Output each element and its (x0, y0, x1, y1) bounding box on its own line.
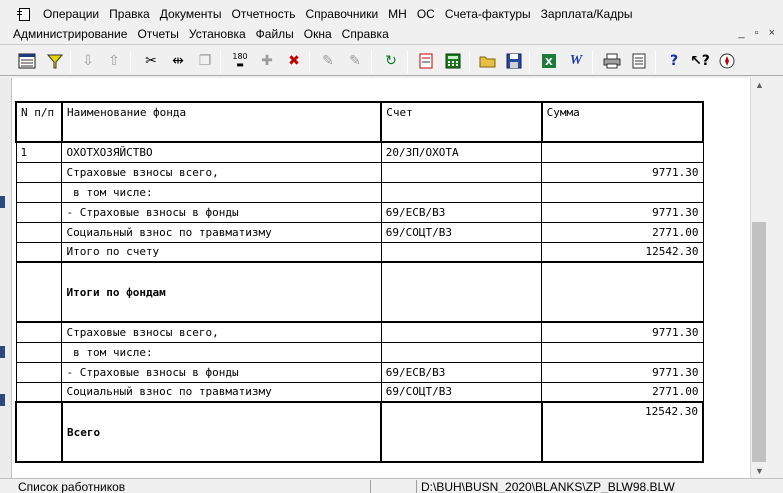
cell-account[interactable]: 69/ЕСВ/ВЗ (381, 362, 541, 382)
cut-icon[interactable]: ✂ (145, 53, 157, 69)
menu-references[interactable]: Справочники (305, 7, 379, 21)
total-num-cell (16, 402, 62, 462)
total-row[interactable] (16, 402, 703, 462)
cell-num[interactable] (16, 182, 62, 202)
header-fund: Наименование фонда (62, 102, 381, 142)
add-icon[interactable]: ✚ (261, 53, 273, 69)
help-icon[interactable]: ? (669, 53, 679, 69)
cell-fund[interactable]: - Страховые взносы в фонды (62, 362, 381, 382)
menu-mn[interactable]: МН (388, 7, 407, 21)
context-help-icon[interactable]: ↖? (690, 53, 710, 69)
cell-num[interactable] (16, 242, 62, 262)
cell-fund[interactable]: в том числе: (62, 342, 381, 362)
cell-account[interactable]: 69/СОЦТ/ВЗ (381, 382, 541, 402)
table-row[interactable] (16, 362, 703, 382)
status-path: D:\BUH\BUSN_2020\BLANKS\ZP_BLW98.BLW (416, 480, 783, 493)
total-account-cell (381, 402, 541, 462)
cell-num[interactable] (16, 362, 62, 382)
cell-account[interactable] (381, 342, 541, 362)
vertical-scrollbar[interactable] (750, 78, 767, 478)
cell-sum[interactable]: 9771.30 (542, 202, 703, 222)
menu-help[interactable]: Справка (341, 27, 389, 41)
cell-sum[interactable]: 2771.00 (542, 222, 703, 242)
refresh-icon[interactable]: ↻ (385, 53, 397, 69)
cell-num[interactable] (16, 162, 62, 182)
cell-account[interactable]: 20/ЗП/ОХОТА (381, 142, 541, 162)
menu-edit[interactable]: Правка (109, 7, 150, 21)
cell-fund[interactable]: Страховые взносы всего, (62, 162, 381, 182)
save-icon[interactable] (504, 51, 524, 71)
cell-fund[interactable]: - Страховые взносы в фонды (62, 202, 381, 222)
header-account: Счет (381, 102, 541, 142)
toolbar-separator (655, 51, 656, 73)
check-icon[interactable]: ✎ (322, 53, 334, 69)
table-row[interactable] (16, 342, 703, 362)
cell-sum[interactable]: 12542.30 (542, 242, 703, 262)
cell-sum[interactable] (542, 182, 703, 202)
toolbar-separator (130, 51, 131, 73)
minimize-button[interactable]: _ (738, 27, 745, 39)
cell-num[interactable] (16, 202, 62, 222)
menu-invoices[interactable]: Счета-фактуры (444, 7, 531, 21)
section-account-cell (381, 262, 541, 322)
section-num-cell (16, 262, 62, 322)
cell-fund[interactable]: Итого по счету (62, 242, 381, 262)
menu-reporting[interactable]: Отчетность (231, 7, 296, 21)
right-window-edge (767, 78, 783, 478)
restore-button[interactable]: ▫ (754, 27, 759, 39)
scroll-down-arrow-icon[interactable]: ▼ (755, 466, 764, 476)
menu-os[interactable]: ОС (416, 7, 435, 21)
cell-fund[interactable]: Страховые взносы всего, (62, 322, 381, 342)
section-header-row (16, 262, 703, 322)
toolbar-separator (371, 51, 372, 73)
cell-num[interactable]: 1 (16, 142, 62, 162)
table-row[interactable] (16, 142, 703, 162)
table-row[interactable] (16, 182, 703, 202)
toolbar-separator (220, 51, 221, 73)
calculator-icon[interactable] (443, 51, 463, 71)
svg-text:X: X (545, 57, 553, 68)
menu-row-1 (0, 5, 638, 23)
header-sum: Сумма (542, 102, 703, 142)
menu-settings[interactable]: Установка (188, 27, 246, 41)
cell-num[interactable] (16, 342, 62, 362)
table-row[interactable] (16, 222, 703, 242)
menu-bar (0, 0, 783, 44)
menu-administration[interactable]: Администрирование (13, 27, 128, 41)
left-window-strip (0, 78, 12, 478)
document-system-icon[interactable] (16, 6, 32, 22)
menu-operations[interactable]: Операции (43, 7, 100, 21)
cell-account[interactable]: 69/СОЦТ/ВЗ (381, 222, 541, 242)
table-row[interactable] (16, 162, 703, 182)
print-icon[interactable] (602, 51, 622, 71)
filter-icon[interactable] (45, 51, 65, 71)
excel-icon[interactable] (539, 51, 559, 71)
menu-reports[interactable]: Отчеты (137, 27, 179, 41)
cell-sum[interactable]: 2771.00 (542, 382, 703, 402)
left-strip-marker (0, 196, 5, 208)
delete-icon[interactable]: ✖ (288, 53, 300, 69)
toolbar (0, 44, 783, 76)
toolbar-separator (592, 51, 593, 73)
table-row[interactable] (16, 242, 703, 262)
open-folder-icon[interactable] (478, 51, 498, 71)
left-strip-marker (0, 394, 5, 406)
counter-label: 180 (232, 52, 248, 61)
toolbar-separator (529, 51, 530, 73)
compass-icon[interactable] (717, 51, 737, 71)
table-row[interactable] (16, 382, 703, 402)
counter-icon[interactable]: 180 ▬ (232, 52, 248, 69)
word-icon[interactable]: W (569, 53, 583, 68)
copy-icon[interactable]: ❐ (198, 53, 212, 69)
cell-sum[interactable]: 9771.30 (542, 162, 703, 182)
close-button[interactable]: × (768, 27, 775, 39)
report-icon[interactable] (416, 51, 436, 71)
status-bar (0, 478, 783, 492)
header-num: N п/п (16, 102, 62, 142)
cell-sum[interactable] (542, 142, 703, 162)
section-title: Итоги по фондам (62, 262, 381, 322)
menu-row-2 (0, 25, 394, 43)
sort-desc-icon[interactable]: ⇩ (82, 53, 94, 69)
scrollbar-thumb[interactable] (752, 222, 766, 462)
grid-icon[interactable] (17, 51, 37, 71)
cell-account[interactable] (381, 182, 541, 202)
status-left: Список работников (18, 480, 126, 493)
toolbar-separator (469, 51, 470, 73)
cell-sum[interactable] (542, 342, 703, 362)
cell-fund[interactable]: Социальный взнос по травматизму (62, 222, 381, 242)
cell-sum[interactable]: 9771.30 (542, 362, 703, 382)
cell-account[interactable] (381, 322, 541, 342)
menu-windows[interactable]: Окна (303, 27, 332, 41)
table-header-row (16, 102, 703, 142)
cell-num[interactable] (16, 382, 62, 402)
cell-account[interactable] (381, 162, 541, 182)
table-row[interactable] (16, 202, 703, 222)
cell-fund[interactable]: Социальный взнос по травматизму (62, 382, 381, 402)
menu-files[interactable]: Файлы (255, 27, 294, 41)
page-icon[interactable] (629, 51, 649, 71)
total-sum[interactable]: 12542.30 (542, 402, 703, 462)
sort-asc-icon[interactable]: ⇧ (108, 53, 120, 69)
cell-num[interactable] (16, 322, 62, 342)
report-document (12, 78, 750, 478)
section-sum-cell (542, 262, 703, 322)
status-empty-cell (370, 480, 414, 493)
toolbar-separator (407, 51, 408, 73)
total-label: Всего (62, 402, 381, 462)
cell-fund[interactable]: в том числе: (62, 182, 381, 202)
left-strip-marker (0, 346, 5, 358)
cell-account[interactable]: 69/ЕСВ/ВЗ (381, 202, 541, 222)
cell-fund[interactable]: ОХОТХОЗЯЙСТВО (62, 142, 381, 162)
cell-account[interactable] (381, 242, 541, 262)
menu-payroll[interactable]: Зарплата/Кадры (540, 7, 633, 21)
toolbar-separator (309, 51, 310, 73)
scroll-up-arrow-icon[interactable]: ▲ (755, 80, 764, 90)
paste-split-icon[interactable]: ⇹ (172, 53, 184, 69)
menu-documents[interactable]: Документы (159, 7, 222, 21)
cell-sum[interactable]: 9771.30 (542, 322, 703, 342)
table-row[interactable] (16, 322, 703, 342)
toolbar-separator (70, 51, 71, 73)
window-controls (739, 27, 775, 39)
cell-num[interactable] (16, 222, 62, 242)
check-list-icon[interactable]: ✎ (349, 53, 361, 69)
report-table (15, 101, 704, 463)
